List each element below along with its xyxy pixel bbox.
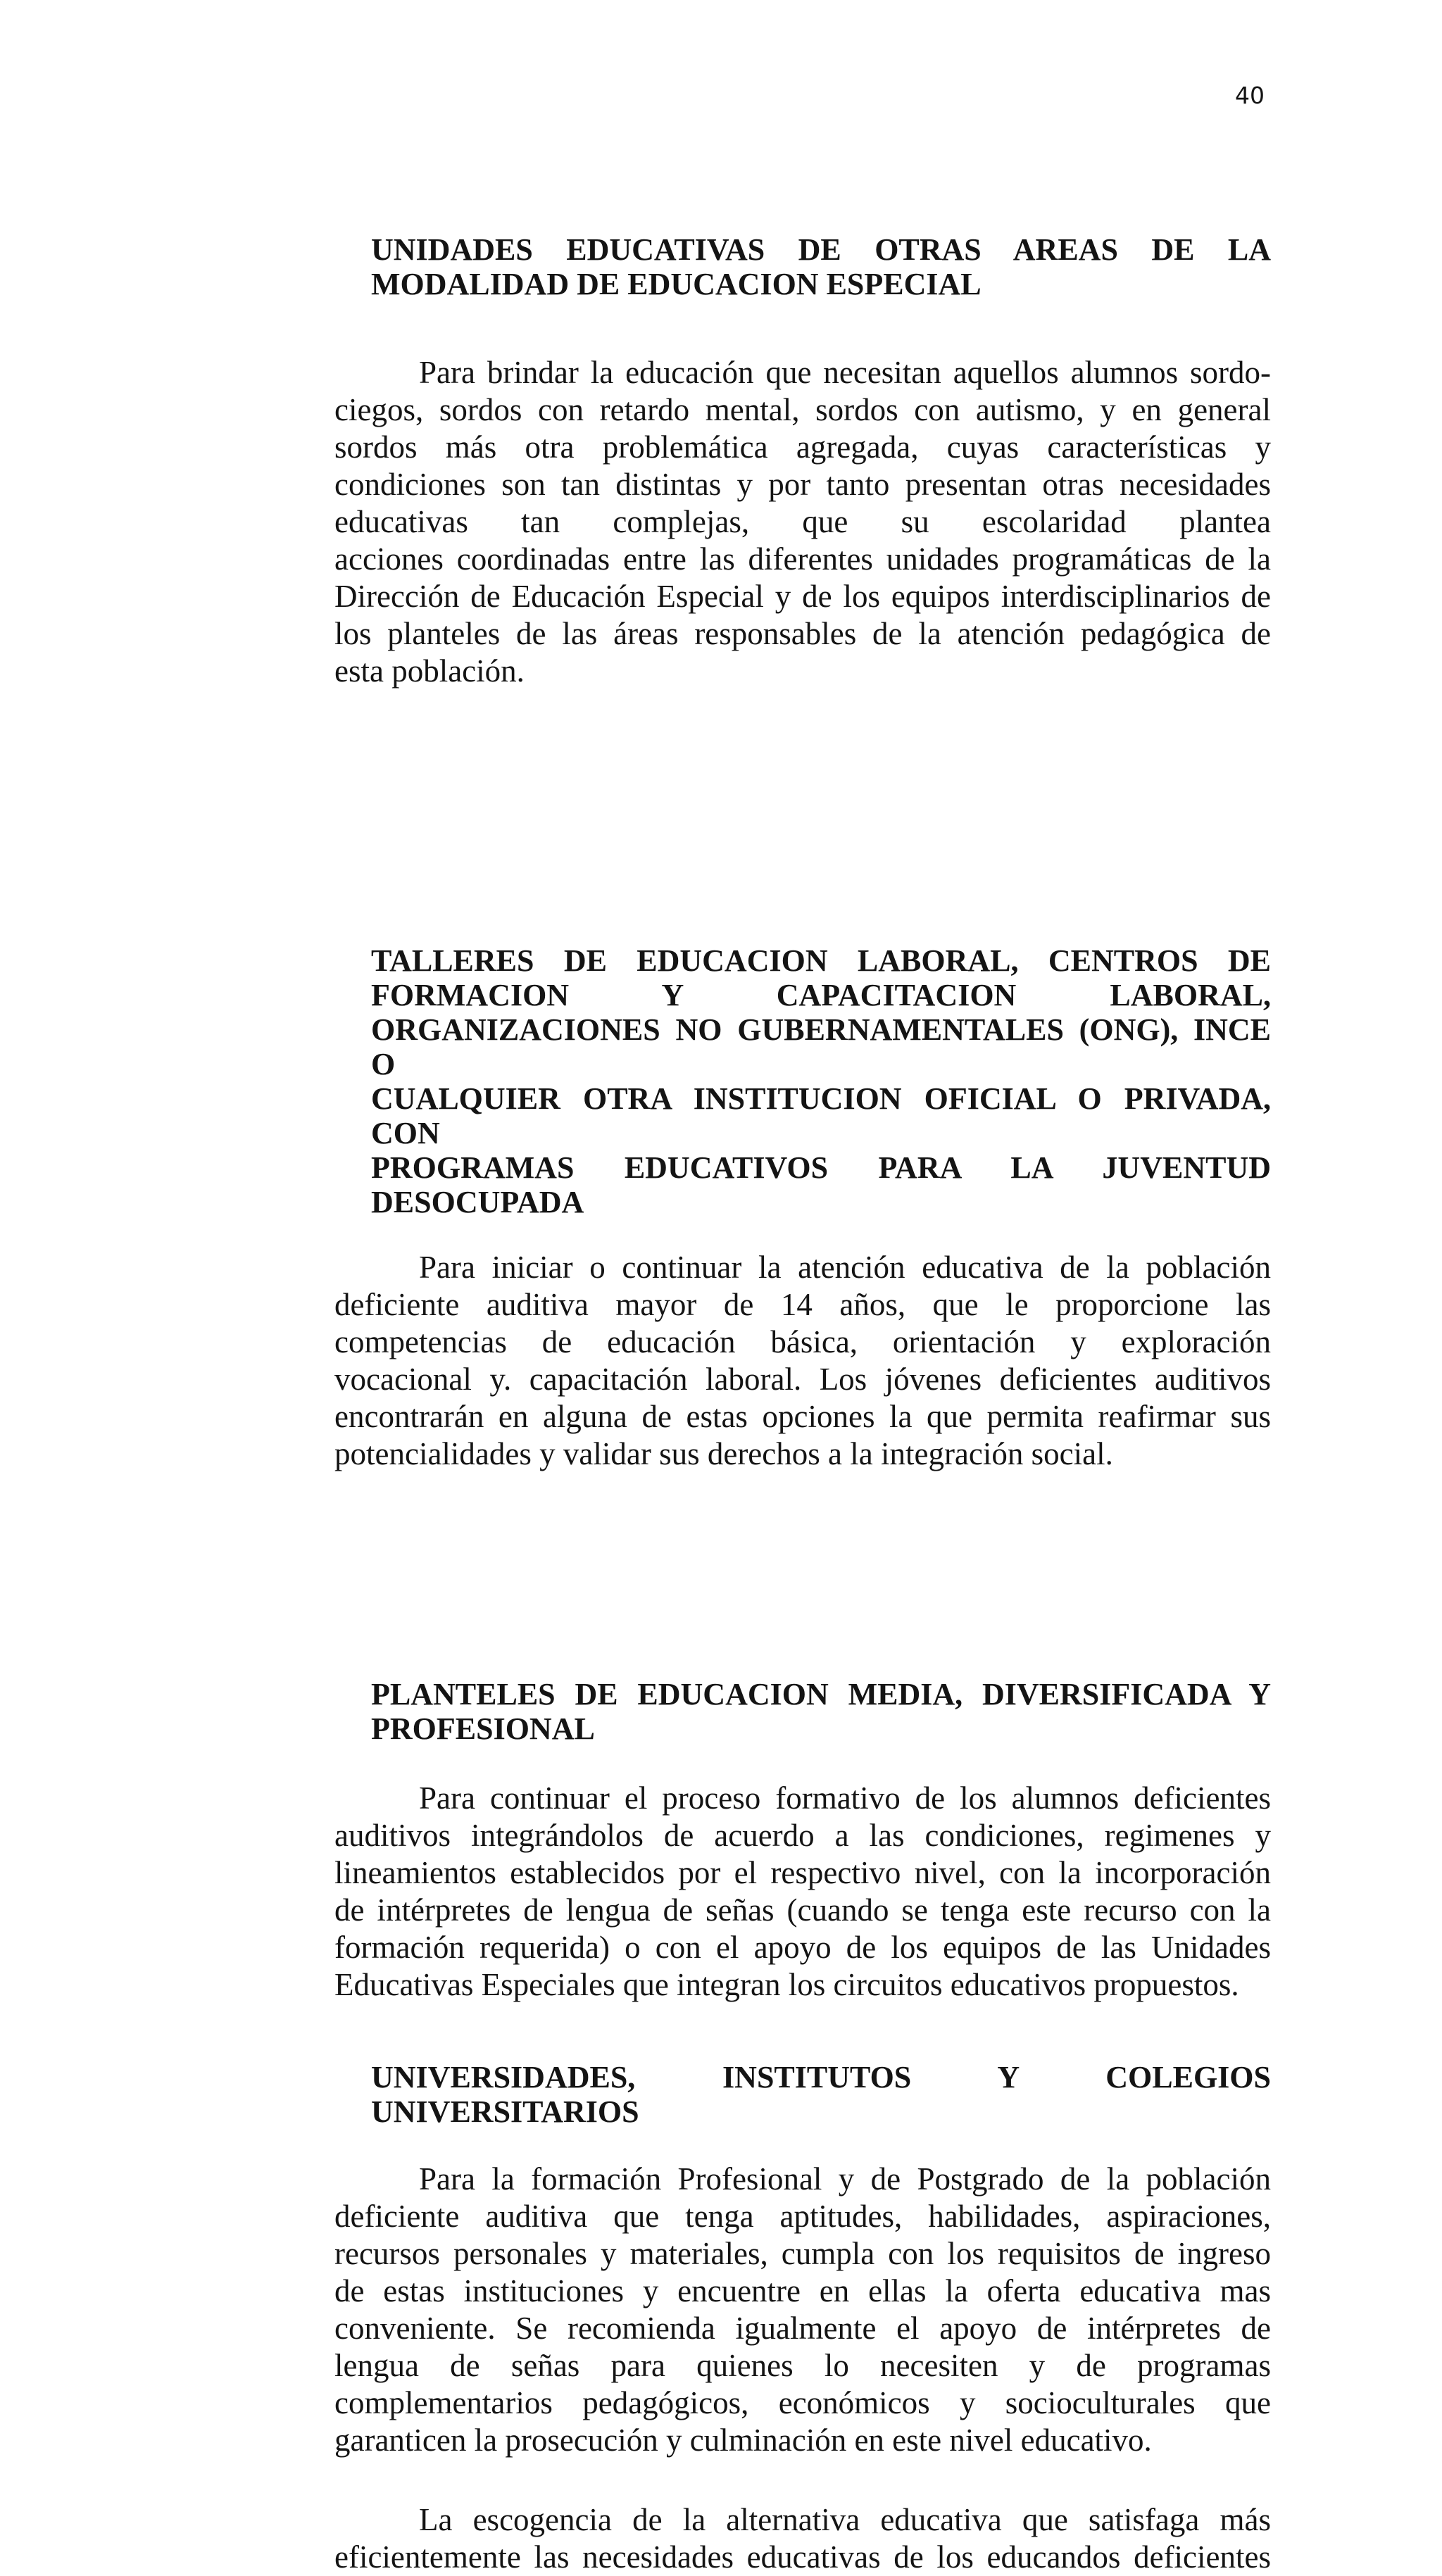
paragraph-line: eficientemente las necesidades educativas de los educandos deficientes — [334, 2539, 1271, 2575]
paragraph-line: deficiente auditiva que tenga aptitudes, habilidades, aspiraciones, — [334, 2199, 1271, 2234]
paragraph-line: educativas tan complejas, que su escolaridad plantea — [334, 504, 1271, 539]
heading-line: CUALQUIER OTRA INSTITUCION OFICIAL O PRIVADA, CON — [371, 1081, 1271, 1150]
section-heading — [371, 2060, 1271, 2129]
body-paragraph — [334, 2161, 1271, 2459]
paragraph-line: condiciones son tan distintas y por tanto presentan otras necesidades — [334, 467, 1271, 502]
paragraph-line: Dirección de Educación Especial y de los equipos interdisciplinarios de — [334, 579, 1271, 614]
body-paragraph — [334, 1249, 1271, 1473]
paragraph-line: vocacional y. capacitación laboral. Los jóvenes deficientes auditivos — [334, 1362, 1271, 1397]
paragraph-line: de intérpretes de lengua de señas (cuando se tenga este recurso con la — [334, 1892, 1271, 1928]
heading-line: UNIVERSIDADES, INSTITUTOS Y COLEGIOS — [371, 2060, 1271, 2094]
paragraph-line: conveniente. Se recomienda igualmente el apoyo de intérpretes de — [334, 2311, 1271, 2346]
heading-line: TALLERES DE EDUCACION LABORAL, CENTROS DE — [371, 943, 1271, 978]
heading-line: PLANTELES DE EDUCACION MEDIA, DIVERSIFICADA Y — [371, 1677, 1271, 1711]
paragraph-line: garanticen la prosecución y culminación en este nivel educativo. — [334, 2423, 1152, 2458]
section-heading — [371, 232, 1271, 301]
paragraph-line: Para brindar la educación que necesitan aquellos alumnos sordo- — [419, 355, 1271, 390]
paragraph-line: Para continuar el proceso formativo de los alumnos deficientes — [419, 1780, 1271, 1816]
heading-line: UNIVERSITARIOS — [371, 2094, 639, 2129]
paragraph-line: recursos personales y materiales, cumpla con los requisitos de ingreso — [334, 2236, 1271, 2271]
paragraph-line: complementarios pedagógicos, económicos y socioculturales que — [334, 2385, 1271, 2420]
paragraph-line: Para la formación Profesional y de Postgrado de la población — [419, 2161, 1271, 2197]
paragraph-line: auditivos integrándolos de acuerdo a las condiciones, regimenes y — [334, 1818, 1271, 1853]
paragraph-line: formación requerida) o con el apoyo de los equipos de las Unidades — [334, 1930, 1271, 1965]
page-number: 40 — [1235, 82, 1265, 109]
paragraph-line: sordos más otra problemática agregada, cuyas características y — [334, 429, 1271, 465]
heading-line: FORMACION Y CAPACITACION LABORAL, — [371, 978, 1271, 1012]
paragraph-line: esta población. — [334, 653, 525, 689]
document-body — [334, 232, 1271, 2576]
body-paragraph — [334, 2501, 1271, 2576]
paragraph-line: deficiente auditiva mayor de 14 años, que le proporcione las — [334, 1287, 1271, 1322]
body-paragraph — [334, 1780, 1271, 2004]
section-heading — [371, 943, 1271, 1219]
paragraph-line: lineamientos establecidos por el respectivo nivel, con la incorporación — [334, 1855, 1271, 1890]
paragraph-line: de estas instituciones y encuentre en ellas la oferta educativa mas — [334, 2273, 1271, 2308]
paragraph-line: ciegos, sordos con retardo mental, sordos con autismo, y en general — [334, 392, 1271, 427]
heading-line: DESOCUPADA — [371, 1185, 584, 1219]
heading-line: PROFESIONAL — [371, 1711, 595, 1746]
heading-line: PROGRAMAS EDUCATIVOS PARA LA JUVENTUD — [371, 1150, 1271, 1185]
heading-line: MODALIDAD DE EDUCACION ESPECIAL — [371, 267, 982, 301]
paragraph-line: potencialidades y validar sus derechos a la integración social. — [334, 1436, 1113, 1471]
paragraph-line: Para iniciar o continuar la atención educativa de la población — [419, 1250, 1271, 1285]
paragraph-line: competencias de educación básica, orientación y exploración — [334, 1324, 1271, 1359]
body-paragraph — [334, 354, 1271, 690]
heading-line: ORGANIZACIONES NO GUBERNAMENTALES (ONG), INCE O — [371, 1012, 1271, 1081]
paragraph-line: La escogencia de la alternativa educativa que satisfaga más — [419, 2502, 1271, 2537]
paragraph-line: acciones coordinadas entre las diferentes unidades programáticas de la — [334, 541, 1271, 577]
paragraph-line: los planteles de las áreas responsables de la atención pedagógica de — [334, 616, 1271, 651]
heading-line: UNIDADES EDUCATIVAS DE OTRAS AREAS DE LA — [371, 232, 1271, 267]
paragraph-line: encontrarán en alguna de estas opciones la que permita reafirmar sus — [334, 1399, 1271, 1434]
section-heading — [371, 1677, 1271, 1746]
paragraph-line: Educativas Especiales que integran los circuitos educativos propuestos. — [334, 1967, 1239, 2002]
paragraph-line: lengua de señas para quienes lo necesiten y de programas — [334, 2348, 1271, 2383]
